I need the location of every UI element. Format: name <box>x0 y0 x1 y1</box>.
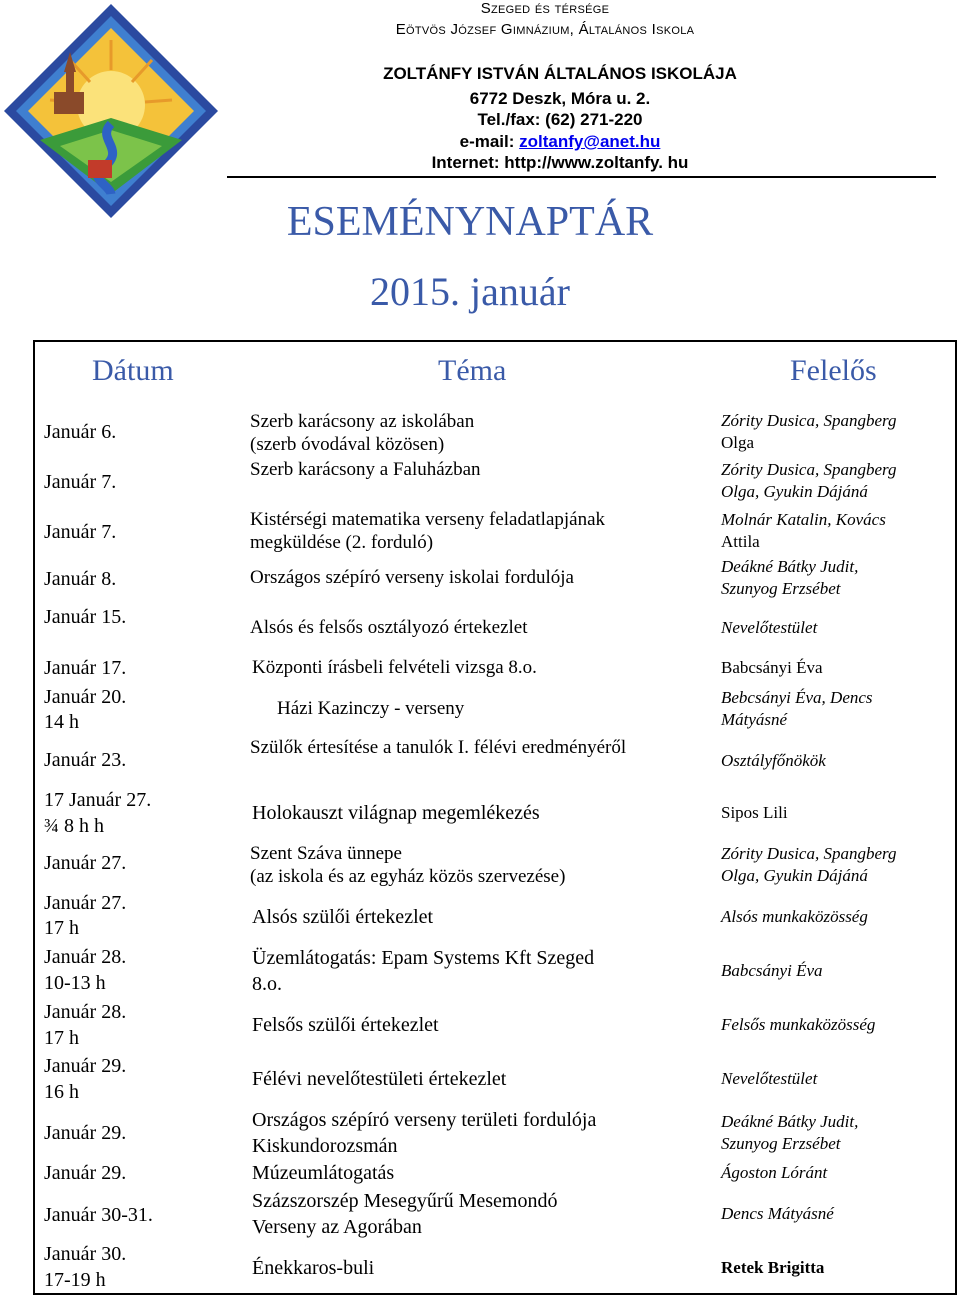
column-header-topic: Téma <box>438 354 507 387</box>
row-topic: Kiskundorozsmán <box>252 1135 398 1157</box>
row-responsible: Attila <box>721 532 760 551</box>
row-topic: Országos szépíró verseny iskolai fordulója <box>250 567 574 588</box>
row-date: Január 7. <box>44 471 117 493</box>
row-topic: Szerb karácsony a Faluházban <box>250 459 481 480</box>
row-date: Január 15. <box>44 606 127 628</box>
row-topic: Országos szépíró verseny területi fordulója <box>252 1109 597 1131</box>
row-responsible: Babcsányi Éva <box>721 658 823 677</box>
column-header-responsible: Felelős <box>790 354 877 387</box>
row-topic: Alsós és felsős osztályozó értekezlet <box>250 617 528 638</box>
row-responsible: Ágoston Lóránt <box>721 1163 828 1182</box>
row-responsible: Olga, Gyukin Dájáná <box>721 866 868 885</box>
row-date: Január 20. <box>44 686 127 708</box>
page-subtitle: 2015. január <box>370 269 570 314</box>
row-topic: Szent Száva ünnepe <box>250 843 402 864</box>
row-responsible: Szunyog Erzsébet <box>721 579 841 598</box>
row-topic: (szerb óvodával közösen) <box>250 434 445 455</box>
row-responsible: Olga <box>721 433 755 452</box>
row-date: Január 29. <box>44 1055 127 1077</box>
school-logo <box>0 0 222 222</box>
row-date: Január 7. <box>44 521 117 543</box>
row-time: 17 h <box>44 1027 79 1049</box>
row-responsible: Zórity Dusica, Spangberg <box>721 460 897 479</box>
row-responsible: Deákné Bátky Judit, <box>721 1112 859 1131</box>
row-responsible: Zórity Dusica, Spangberg <box>721 844 897 863</box>
row-responsible: Osztályfőnökök <box>721 751 826 770</box>
row-time: 16 h <box>44 1081 79 1103</box>
row-topic: (az iskola és az egyház közös szervezése) <box>250 866 566 887</box>
row-topic: Szülők értesítése a tanulók I. félévi eredményéről <box>250 737 627 758</box>
row-date: Január 28. <box>44 946 127 968</box>
row-responsible: Deákné Bátky Judit, <box>721 557 859 576</box>
row-topic: Holokauszt világnap megemlékezés <box>252 802 540 824</box>
header-region-line <box>330 0 760 17</box>
school-internet[interactable]: Internet: http://www.zoltanfy. hu <box>431 153 689 172</box>
row-responsible: Zórity Dusica, Spangberg <box>721 411 897 430</box>
row-date: Január 29. <box>44 1162 127 1184</box>
row-date: Január 29. <box>44 1122 127 1144</box>
row-responsible: Nevelőtestület <box>721 1069 818 1088</box>
header-divider <box>227 176 936 178</box>
row-responsible: Babcsányi Éva <box>721 961 823 980</box>
row-responsible: Retek Brigitta <box>721 1258 825 1277</box>
row-topic: Központi írásbeli felvételi vizsga 8.o. <box>252 657 537 678</box>
row-time: 14 h <box>44 711 79 733</box>
column-header-date: Dátum <box>92 354 174 387</box>
email-label: e-mail: <box>459 132 520 151</box>
row-topic: Múzeumlátogatás <box>252 1162 395 1184</box>
row-topic: Házi Kazinczy - verseny <box>277 698 465 719</box>
page-title: ESEMÉNYNAPTÁR <box>286 199 654 245</box>
row-responsible: Olga, Gyukin Dájáná <box>721 482 868 501</box>
row-responsible: Dencs Mátyásné <box>721 1204 834 1223</box>
row-topic: Üzemlátogatás: Epam Systems Kft Szeged <box>252 947 595 969</box>
row-date: 17 Január 27. <box>44 789 152 811</box>
row-topic: 8.o. <box>252 973 282 995</box>
row-responsible: Sipos Lili <box>721 803 788 822</box>
row-date: Január 27. <box>44 892 127 914</box>
row-topic: Kistérségi matematika verseny feladatlapjának <box>250 509 606 530</box>
row-date: Január 30. <box>44 1243 127 1265</box>
school-telfax: Tel./fax: (62) 271-220 <box>477 110 643 129</box>
school-address: 6772 Deszk, Móra u. 2. <box>469 89 651 108</box>
school-email-line <box>300 132 820 152</box>
row-topic: Énekkaros-buli <box>252 1257 375 1279</box>
row-topic: Szerb karácsony az iskolában <box>250 411 475 432</box>
row-topic: Alsós szülői értekezlet <box>252 906 434 928</box>
school-name: ZOLTÁNFY ISTVÁN ÁLTALÁNOS ISKOLÁJA <box>383 64 737 83</box>
row-date: Január 23. <box>44 749 127 771</box>
row-date: Január 17. <box>44 657 127 679</box>
row-topic: Verseny az Agorában <box>252 1216 422 1238</box>
row-time: 17 h <box>44 917 79 939</box>
row-topic: megküldése (2. forduló) <box>250 532 434 553</box>
header-school-line <box>330 21 760 38</box>
header-region-text: Szeged és térsége <box>480 0 610 17</box>
row-topic: Százszorszép Mesegyűrű Mesemondó <box>252 1190 558 1212</box>
row-time: 10-13 h <box>44 972 106 994</box>
row-date: Január 28. <box>44 1001 127 1023</box>
row-responsible: Szunyog Erzsébet <box>721 1134 841 1153</box>
row-responsible: Molnár Katalin, Kovács <box>721 510 886 529</box>
row-date: Január 27. <box>44 852 127 874</box>
row-date: Január 8. <box>44 568 117 590</box>
row-responsible: Mátyásné <box>721 710 788 729</box>
row-time: 17-19 h <box>44 1269 106 1291</box>
row-time: ¾ 8 h h <box>44 815 104 837</box>
row-topic: Félévi nevelőtestületi értekezlet <box>252 1068 507 1090</box>
email-link[interactable]: zoltanfy@anet.hu <box>519 132 661 151</box>
row-date: Január 6. <box>44 421 117 443</box>
row-responsible: Alsós munkaközösség <box>721 907 868 926</box>
header-school-text: Eötvös József Gimnázium, Általános Iskola <box>395 21 695 38</box>
row-topic: Felsős szülői értekezlet <box>252 1014 439 1036</box>
row-responsible: Nevelőtestület <box>721 618 818 637</box>
row-responsible: Felsős munkaközösség <box>721 1015 876 1034</box>
row-responsible: Bebcsányi Éva, Dencs <box>721 688 873 707</box>
row-date: Január 30-31. <box>44 1204 153 1226</box>
